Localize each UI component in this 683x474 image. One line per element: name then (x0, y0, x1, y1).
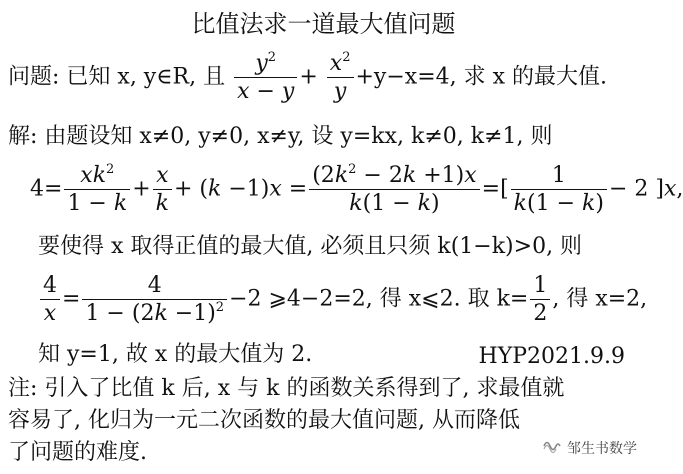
equation-four-over-x: $\frac{4}{x}$ = $\frac{4}{1 - (2k -1)^2}$ −2 ⩾4−2=2, 得 x⩽2. 取 k= $\frac{1}{2}$ , 得 x=2, (38, 274, 647, 325)
fraction-xk2: $\frac{xk^2}{1 - k}$ (64, 164, 130, 215)
solution-line-5: 知 y=1, 故 x 的最大值为 2. (38, 342, 313, 367)
fraction-x2-over-y: $\frac{x^2}{y}$ (327, 52, 354, 103)
fraction-reciprocal: $\frac{1}{k(1 - k)}$ (511, 164, 607, 215)
fraction-y2-over-x-minus-y: $\frac{y^2}{x - y}$ (234, 52, 297, 103)
equation-main: 4= $\frac{xk^2}{1 - k}$ + $\frac{x}{k}$ + (k −1)x = $\frac{(2k^2 - 2k +1)x}{k(1 - k)}$ =[ $\frac{1}{k(1 - k)}$ − 2 ]x, (30, 162, 683, 217)
watermark (542, 435, 637, 460)
fraction-4-over-x: $\frac{4}{x}$ (40, 274, 60, 325)
problem-statement: 问题: 已知 x, y∈R, 且 $\frac{y^2}{x - y}$ + $\frac{x^2}{y}$ +y−x=4, 求 x 的最大值. (8, 50, 608, 105)
problem-post: +y−x=4, 求 x 的最大值. (355, 64, 608, 90)
solution-line-3: 要使得 x 取得正值的最大值, 必须且只须 k(1−k)>0, 则 (38, 234, 583, 259)
fraction-one-half: $\frac{1}{2}$ (530, 274, 550, 325)
note-line-1: 注: 引入了比值 k 后, x 与 k 的函数关系得到了, 求最值就 (8, 376, 565, 401)
wechat-channel-icon (542, 435, 562, 460)
signature: HYP2021.9.9 (478, 344, 625, 369)
note-line-2: 容易了, 化归为一元二次函数的最大值问题, 从而降低 (8, 408, 520, 433)
fraction-x-over-k: $\frac{x}{k}$ (153, 164, 172, 215)
note-label: 注 (8, 376, 31, 401)
fraction-combined: $\frac{(2k^2 - 2k +1)x}{k(1 - k)}$ (309, 164, 479, 215)
watermark-text: 邹生书数学 (567, 440, 637, 457)
fraction-quadratic: $\frac{4}{1 - (2k -1)^2}$ (82, 274, 227, 325)
solution-label: 解 (8, 124, 31, 149)
note-line-3: 了问题的难度. (8, 440, 147, 465)
solution-line-1: 解: 由题设知 x≠0, y≠0, x≠y, 设 y=kx, k≠0, k≠1, 则 (8, 124, 553, 149)
problem-label: 问题 (8, 64, 53, 90)
document-title: 比值法求一道最大值问题 (191, 10, 456, 38)
problem-pre: : 已知 x, y∈R, 且 (52, 64, 226, 90)
